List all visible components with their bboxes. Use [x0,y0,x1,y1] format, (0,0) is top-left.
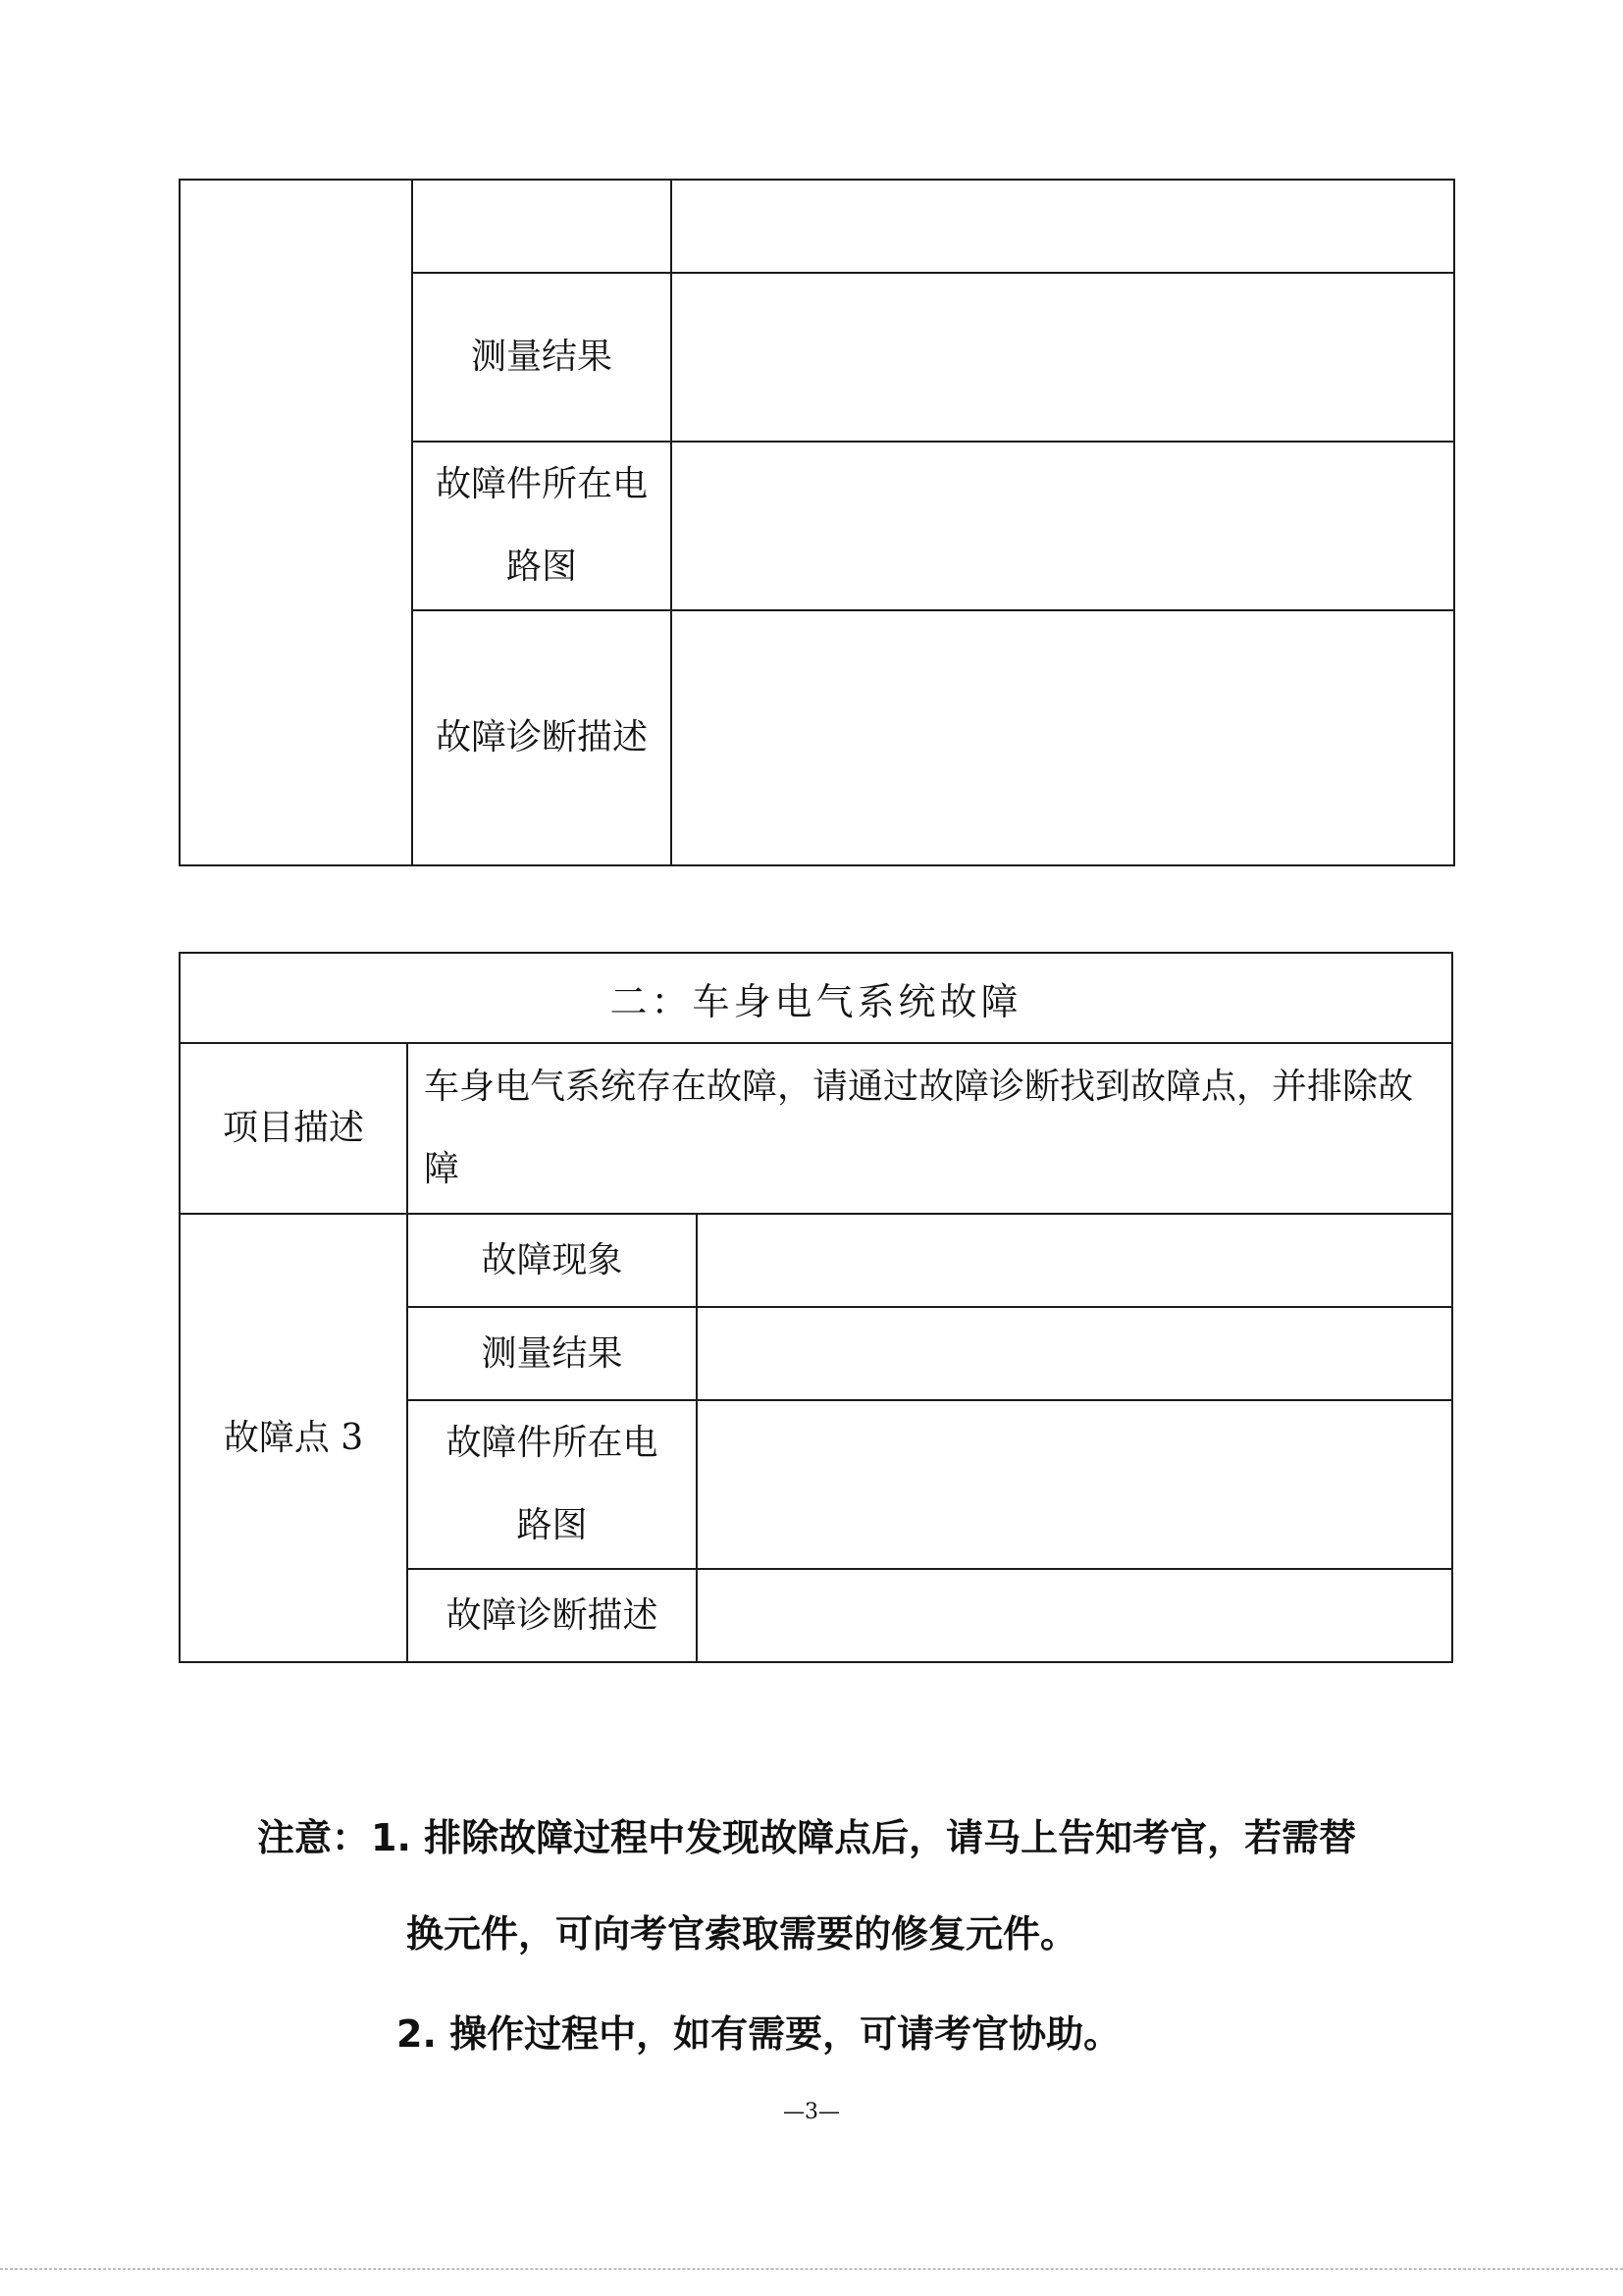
row-label-measurement-2: 测量结果 [407,1307,697,1400]
project-description: 车身电气系统存在故障，请通过故障诊断找到故障点，并排除故障 [407,1043,1452,1214]
row-label-blank [412,180,671,273]
row-value-circuit-diagram-2[interactable] [697,1400,1452,1569]
row-label-diagnosis-2: 故障诊断描述 [407,1569,697,1662]
circuit-diagram-label-line1-2: 故障件所在电 [445,1423,658,1463]
fault-point-label: 故障点 3 [180,1214,407,1662]
notes-prefix: 注意： [257,1816,370,1859]
notes-item1-line1: 1. 排除故障过程中发现故障点后，请马上告知考官，若需替 [371,1816,1357,1859]
circuit-diagram-label-line2: 路图 [505,547,577,587]
section-title: 二：车身电气系统故障 [180,953,1452,1043]
row-label-diagnosis: 故障诊断描述 [412,610,671,865]
row-value-measurement[interactable] [671,273,1454,442]
row-value-symptom[interactable] [697,1214,1452,1307]
row-label-circuit-diagram [412,442,671,610]
notes-item1-line2: 换元件，可向考官索取需要的修复元件。 [406,1912,1078,1956]
circuit-diagram-label-line1: 故障件所在电 [435,464,648,504]
bottom-divider [0,2269,1623,2270]
circuit-diagram-label-line2-2: 路图 [516,1505,588,1545]
row-label-symptom: 故障现象 [407,1214,697,1307]
row-value-blank[interactable] [671,180,1454,273]
project-label: 项目描述 [180,1043,407,1214]
row-value-measurement-2[interactable] [697,1307,1452,1400]
page-number: —3— [783,2100,840,2124]
fault-point-cell-empty [180,180,412,865]
row-value-diagnosis[interactable] [671,610,1454,865]
notes-item2: 2. 操作过程中，如有需要，可请考官协助。 [396,2012,1122,2056]
row-label-measurement: 测量结果 [412,273,671,442]
row-value-circuit-diagram[interactable] [671,442,1454,610]
body-electrical-fault-table [179,952,1453,1663]
row-value-diagnosis-2[interactable] [697,1569,1452,1662]
row-label-circuit-diagram-2 [407,1400,697,1569]
fault-table-continued [179,179,1455,866]
